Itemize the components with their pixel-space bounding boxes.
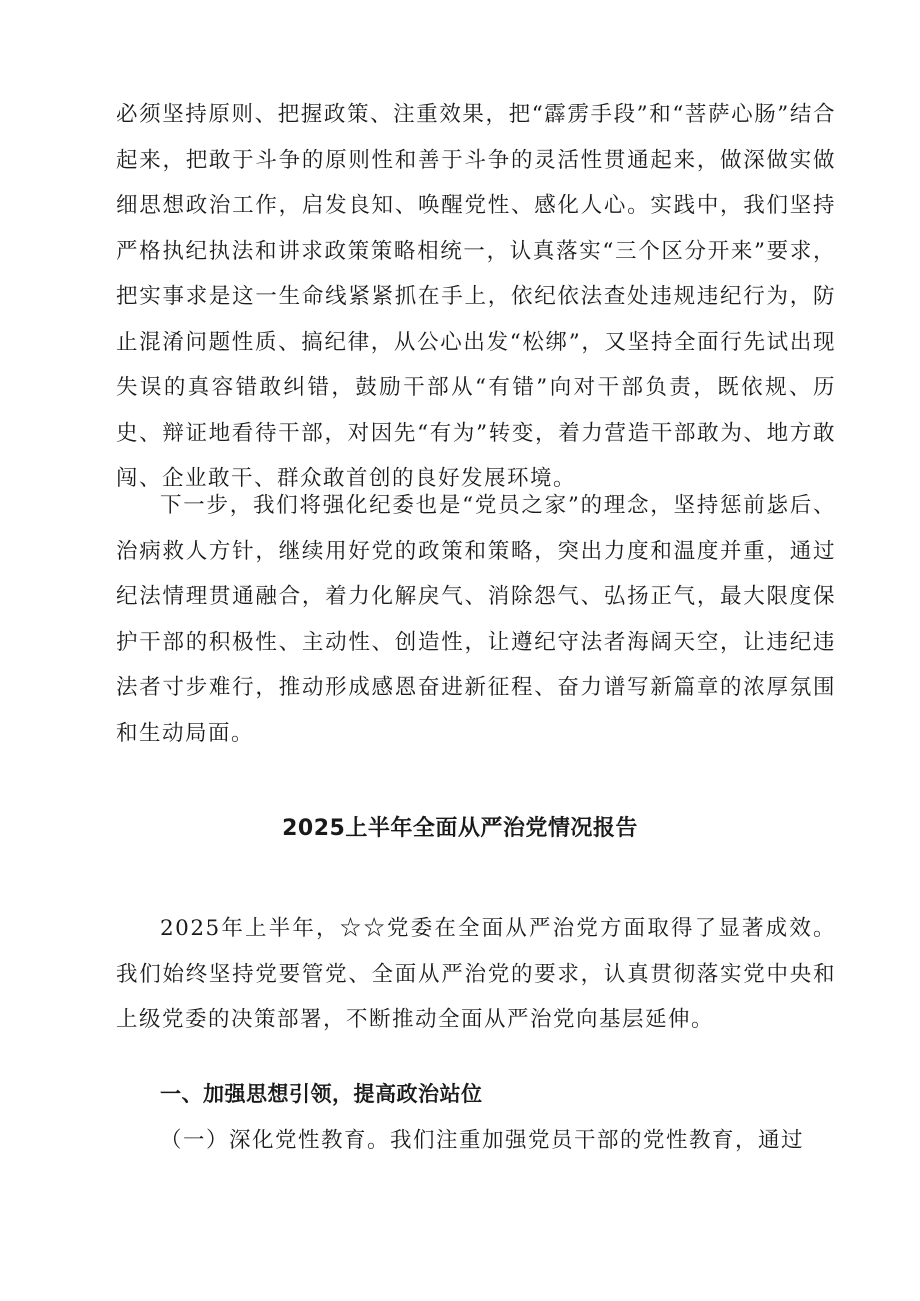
subsection-paragraph: （一）深化党性教育。我们注重加强党员干部的党性教育，通过 xyxy=(160,1128,805,1153)
continuation-paragraph: 必须坚持原则、把握政策、注重效果，把“霹雳手段”和“菩萨心肠”结合起来，把敢于斗争的原则性和善于斗争的灵活性贯通起来，做深做实做细思想政治工作，启发良知、唤醒党性、感化人心。实践中，我们坚持严格执纪执法和讲求政策策略相统一，认真落实“三个区分开来”要求，把实事求是这一生命线紧紧抓在手上，依纪依法查处违规违纪行为，防止混淆问题性质、搞纪律，从公心出发“松绑”，又坚持全面行先试出现失误的真容错敢纠错，鼓励干部从“有错”向对干部负责，既依规、历史、辩证地看待干部，对因先“有为”转变，着力营造干部敢为、地方敢闯、企业敢干、群众敢首创的良好发展环境。 xyxy=(116,102,836,491)
next-step-paragraph: 下一步，我们将强化纪委也是“党员之家”的理念，坚持惩前毖后、治病救人方针，继续用好党的政策和策略，突出力度和温度并重，通过纪法情理贯通融合，着力化解戾气、消除怨气、弘扬正气，最大限度保护干部的积极性、主动性、创造性，让遵纪守法者海阔天空，让违纪违法者寸步难行，推动形成感恩奋进新征程、奋力谱写新篇章的浓厚氛围和生动局面。 xyxy=(116,493,836,746)
intro-paragraph: 2025年上半年，☆☆党委在全面从严治党方面取得了显著成效。我们始终坚持党要管党、全面从严治党的要求，认真贯彻落实党中央和上级党委的决策部署，不断推动全面从严治党向基层延伸。 xyxy=(116,916,836,1032)
report-title: 2025上半年全面从严治党情况报告 xyxy=(282,816,638,841)
section-heading: 一、加强思想引领，提高政治站位 xyxy=(160,1082,483,1106)
